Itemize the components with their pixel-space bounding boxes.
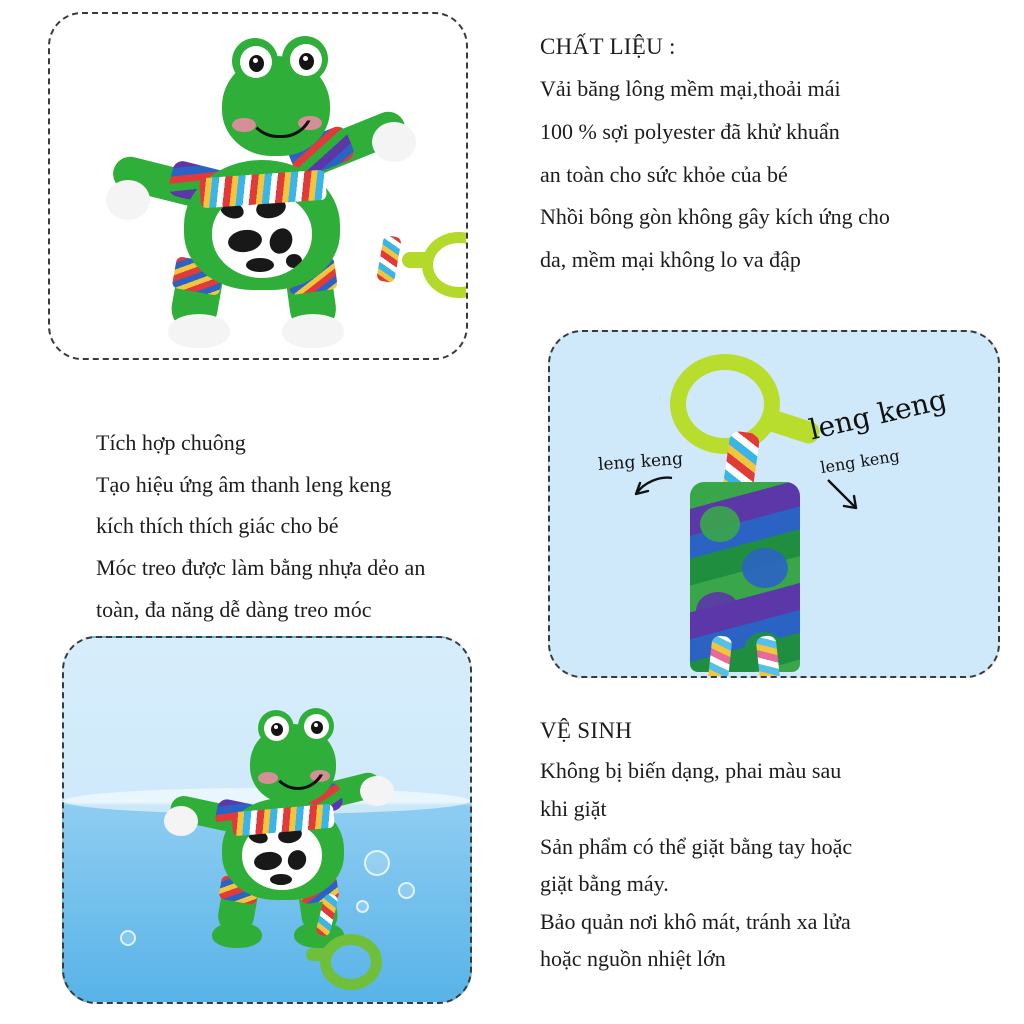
annotation-leng-keng-right: leng keng (819, 445, 901, 478)
big-toy-leg-left (708, 635, 733, 678)
hygiene-line-4: giặt bằng máy. (540, 871, 669, 897)
annotation-leng-keng-left: leng keng (597, 449, 684, 475)
big-ring-clip (670, 354, 780, 454)
frog-hand-left (106, 180, 150, 220)
bell-line-2: Tạo hiệu ứng âm thanh leng keng (96, 471, 392, 497)
frog-illustration-front (50, 14, 468, 360)
hanging-cord (376, 235, 402, 283)
hygiene-line-3: Sản phẩm có thể giặt bằng tay hoặc (540, 833, 853, 859)
material-line-1: Vải băng lông mềm mại,thoải mái (540, 76, 841, 102)
bell-line-5: toàn, đa năng dễ dàng treo móc (96, 596, 372, 622)
frog-hand-right (372, 122, 416, 162)
frog-foot-right (282, 314, 344, 348)
photo-hook-closeup (548, 330, 1000, 678)
hygiene-line-6: hoặc nguồn nhiệt lớn (540, 946, 726, 972)
ring-clip-gate (402, 252, 432, 268)
bell-line-1: Tích hợp chuông (96, 430, 246, 455)
hygiene-line-2: khi giặt (540, 795, 607, 821)
photo-frog-in-water (62, 636, 472, 1004)
arrow-left-icon (630, 472, 676, 512)
material-line-4: Nhồi bông gòn không gây kích ứng cho (540, 204, 890, 230)
frog-hand-right (360, 776, 394, 806)
annotation-leng-keng-center: leng keng (806, 382, 950, 447)
big-toy-body (690, 482, 800, 672)
material-line-2: 100 % sợi polyester đã khử khuẩn (540, 118, 840, 144)
bell-line-3: kích thích thích giác cho bé (96, 513, 339, 539)
arrow-right-icon (820, 476, 866, 520)
frog-foot-left (212, 922, 262, 948)
frog-foot-left (168, 314, 230, 348)
photo-frog-front (48, 12, 468, 360)
hygiene-line-5: Bảo quản nơi khô mát, tránh xa lửa (540, 908, 851, 934)
frog-hand-left (164, 806, 198, 836)
material-heading: CHẤT LIỆU : (540, 34, 676, 59)
frog-illustration-water (124, 694, 444, 994)
ring-clip-gate (306, 948, 330, 961)
ring-clip (320, 934, 382, 990)
hygiene-section (540, 712, 1010, 979)
material-line-5: da, mềm mại không lo va đập (540, 246, 801, 272)
hygiene-heading: VỆ SINH (540, 718, 633, 743)
hook-illustration (550, 332, 998, 676)
hygiene-line-1: Không bị biến dạng, phai màu sau (540, 758, 842, 784)
bell-section (96, 425, 536, 633)
bell-line-4: Móc treo được làm bằng nhựa dẻo an (96, 554, 426, 580)
material-section (540, 28, 1010, 284)
material-line-3: an toàn cho sức khỏe của bé (540, 161, 788, 187)
